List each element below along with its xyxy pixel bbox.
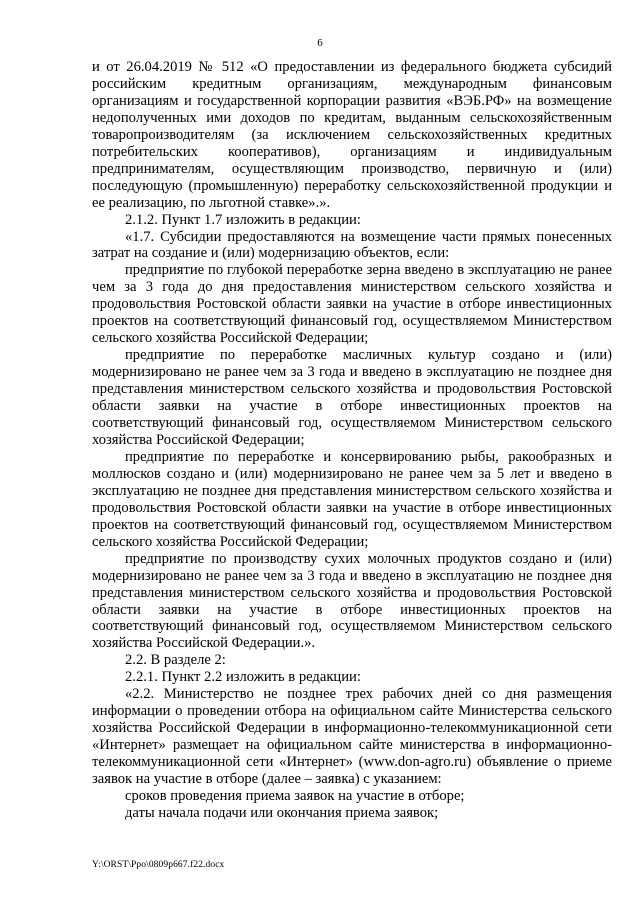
file-path-footer: Y:\ORST\Ppo\0809p667.f22.docx bbox=[92, 860, 225, 870]
paragraph: сроков проведения приема заявок на участие в отборе; bbox=[125, 787, 465, 804]
paragraph: предприятие по глубокой переработке зерна введено в эксплуатацию не ранее чем за 3 года до дня предоставления министерством сельского хозяйства и продовольствия Ростовской области заявки на участие в отборе инвестиционных проектов на соответствующий финансовый год, осуществляемом Министерством сельского хозяйства Российской Федерации; bbox=[92, 262, 612, 347]
paragraph: 2.2.1. Пункт 2.2 изложить в редакции: bbox=[125, 669, 361, 686]
paragraph: 2.1.2. Пункт 1.7 изложить в редакции: bbox=[125, 211, 361, 228]
paragraph: 2.2. В разделе 2: bbox=[125, 652, 226, 669]
paragraph: «1.7. Субсидии предоставляются на возмещение части прямых понесенных затрат на создание и (или) модернизацию объектов, если: bbox=[92, 228, 612, 262]
page-number: 6 bbox=[317, 37, 323, 49]
paragraph: предприятие по переработке и консервированию рыбы, ракообразных и моллюсков создано и (или) модернизировано не ранее чем за 5 лет и введено в эксплуатацию не позднее дня представления министерством сельского хозяйства и продовольствия Ростовской области заявки на участие в отборе инвестиционных проектов на соответствующий финансовый год, осуществляемом Министерством сельского хозяйства Российской Федерации; bbox=[92, 448, 612, 550]
paragraph: даты начала подачи или окончания приема заявок; bbox=[125, 804, 439, 821]
paragraph: и от 26.04.2019 № 512 «О предоставлении из федерального бюджета субсидий российским кредитным организациям, международным финансовым организациям и государственной корпорации развития «ВЭБ.РФ» на возмещение недополученных ими доходов по кредитам, выданным сельскохозяйственным товаропроизводителям (за исключением сельскохозяйственных кредитных потребительских кооперативов), организациям и индивидуальным предпринимателям, осуществляющим производство, первичную и (или) последующую (промышленную) переработку сельскохозяйственной продукции и ее реализацию, по льготной ставке».». bbox=[92, 59, 612, 211]
paragraph: «2.2. Министерство не позднее трех рабочих дней со дня размещения информации о проведении отбора на официальном сайте Министерства сельского хозяйства Российской Федерации в информационно-телекоммуникационной сети «Интернет» размещает на официальном сайте министерства в информационно-телекоммуникационной сети «Интернет» (www.don-agro.ru) объявление о приеме заявок на участие в отборе (далее – заявка) с указанием: bbox=[92, 686, 612, 788]
paragraph: предприятие по производству сухих молочных продуктов создано и (или) модернизировано не ранее чем за 3 года и введено в эксплуатацию не позднее дня представления министерством сельского хозяйства и продовольствия Ростовской области заявки на участие в отборе инвестиционных проектов на соответствующий финансовый год, осуществляемом Министерством сельского хозяйства Российской Федерации.». bbox=[92, 550, 612, 652]
paragraph: предприятие по переработке масличных культур создано и (или) модернизировано не ранее чем за 3 года и введено в эксплуатацию не позднее дня представления министерством сельского хозяйства и продовольствия Ростовской области заявки на участие в отборе инвестиционных проектов на соответствующий финансовый год, осуществляемом Министерством сельского хозяйства Российской Федерации; bbox=[92, 347, 612, 448]
document-body bbox=[92, 59, 612, 822]
